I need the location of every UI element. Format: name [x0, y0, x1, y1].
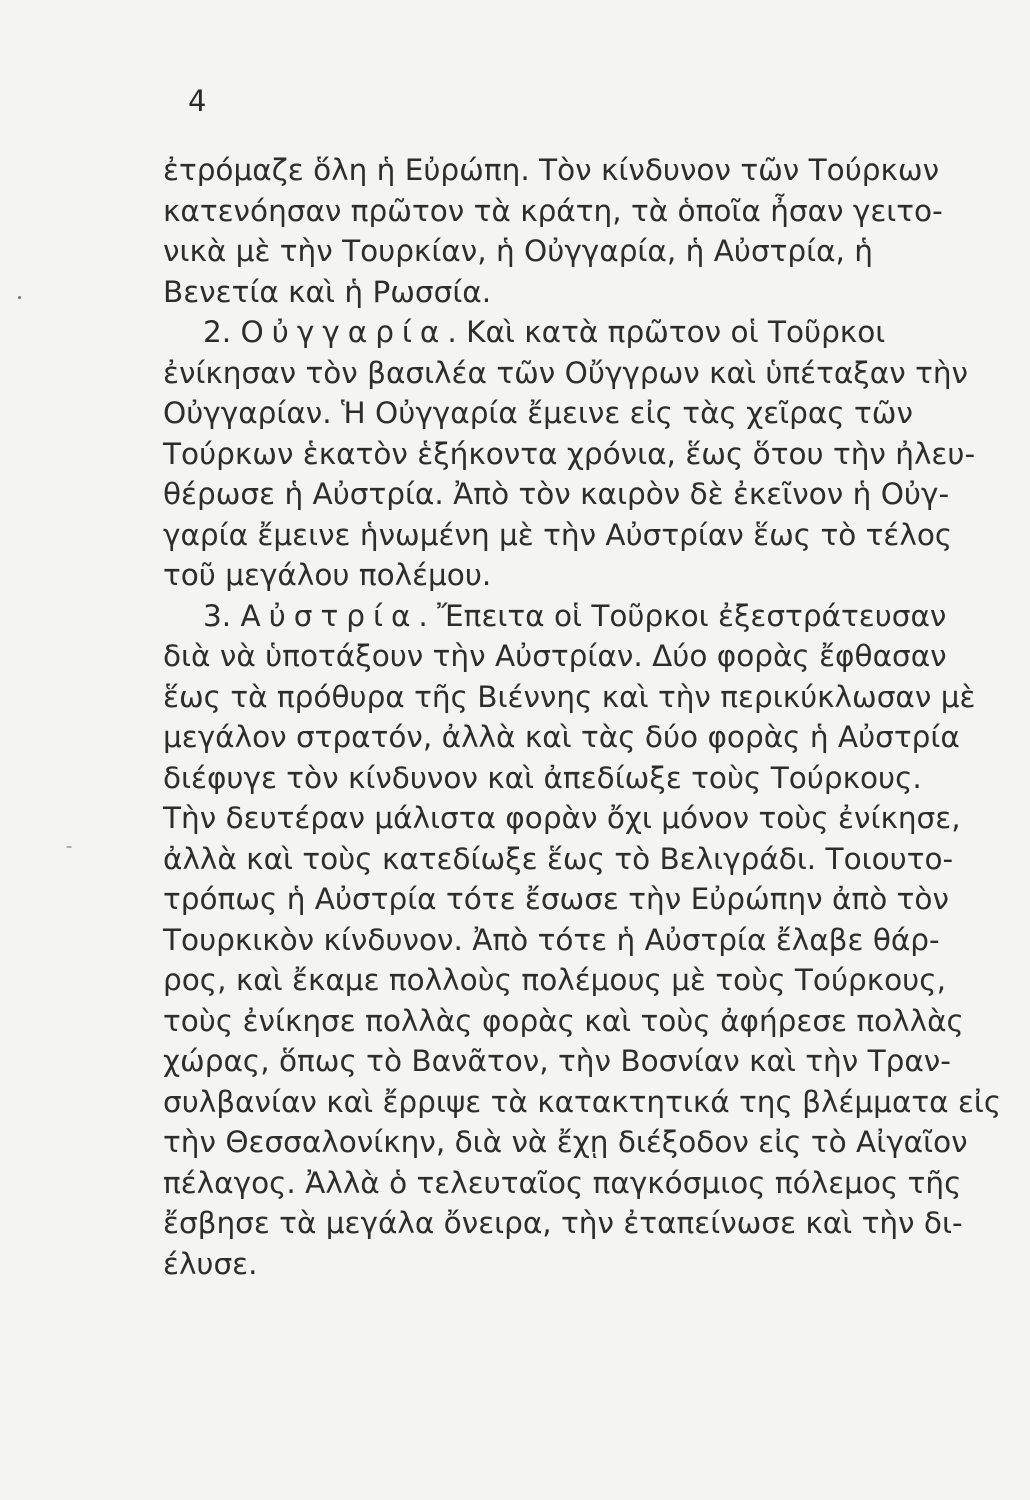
section-heading-line [163, 312, 963, 353]
text-line: ρος, καὶ ἔκαμε πολλοὺς πολέμους μὲ τοὺς Τούρκους, [163, 963, 946, 997]
text-line: ἕως τὰ πρόθυρα τῆς Βιέννης καὶ τὴν περικύκλωσαν μὲ [163, 679, 976, 714]
page-number: 4 [188, 84, 207, 118]
text-line: ἔσβησε τὰ μεγάλα ὄνειρα, τὴν ἐταπείνωσε καὶ τὴν δι- [163, 1206, 963, 1240]
section-heading-line [163, 596, 963, 637]
text-line: συλβανίαν καὶ ἔρριψε τὰ κατακτητικά της βλέμματα εἰς [163, 1084, 1002, 1119]
text-line: θέρωσε ἡ Αὐστρία. Ἀπὸ τὸν καιρὸν δὲ ἐκεῖνον ἡ Οὐγ- [163, 477, 950, 511]
text-line: ἀλλὰ καὶ τοὺς κατεδίωξε ἕως τὸ Βελιγράδι. Τοιουτο- [163, 841, 954, 876]
text-line: ἐτρόμαζε ὅλη ἡ Εὐρώπη. Τὸν κίνδυνον τῶν Τούρκων [163, 153, 940, 187]
text-line: γαρία ἔμεινε ἡνωμένη μὲ τὴν Αὐστρίαν ἕως τὸ τέλος [163, 517, 953, 552]
text-line: Τὴν δευτέραν μάλιστα φορὰν ὄχι μόνον τοὺς ἐνίκησε, [163, 801, 961, 835]
section-title: Αὐστρία [240, 598, 419, 633]
text-line: τὴν Θεσσαλονίκην, διὰ νὰ ἔχῃ διέξοδον εἰς τὸ Αἰγαῖον [163, 1125, 968, 1159]
text-line: Τούρκων ἑκατὸν ἑξήκοντα χρόνια, ἕως ὅτου τὴν ἠλευ- [163, 436, 976, 471]
paper-speck [66, 846, 72, 848]
section-title: Οὐγγαρία [240, 315, 448, 349]
text-line: έλυσε. [163, 1246, 258, 1281]
text-line: τοῦ μεγάλου πολέμου. [163, 558, 492, 592]
paper-speck [18, 296, 21, 299]
text-line: νικὰ μὲ τὴν Τουρκίαν, ἡ Οὐγγαρία, ἡ Αὐστρία, ἡ [163, 234, 874, 268]
section-number: 2. [203, 315, 232, 349]
section-line-text: . Ἔπειτα οἱ Τοῦρκοι ἐξεστράτευσαν [418, 598, 947, 633]
text-line: χώρας, ὅπως τὸ Βανᾶτον, τὴν Βοσνίαν καὶ τὴν Τραν- [163, 1044, 951, 1078]
body-text [163, 150, 1002, 1284]
text-line: μεγάλον στρατόν, ἀλλὰ καὶ τὰς δύο φορὰς ἡ Αὐστρία [163, 720, 960, 754]
text-line: τρόπως ἡ Αὐστρία τότε ἔσωσε τὴν Εὐρώπην ἀπὸ τὸν [163, 882, 949, 916]
text-line: πέλαγος. Ἀλλὰ ὁ τελευταῖος παγκόσμιος πόλεμος τῆς [163, 1165, 962, 1200]
text-line: Οὐγγαρίαν. Ἡ Οὐγγαρία ἔμεινε εἰς τὰς χεῖρας τῶν [163, 396, 913, 430]
text-line: διὰ νὰ ὑποτάξουν τὴν Αὐστρίαν. Δύο φορὰς ἔφθασαν [163, 639, 947, 673]
text-line: Βενετία καὶ ἡ Ρωσσία. [163, 274, 492, 309]
text-line: ἐνίκησαν τὸν βασιλέα τῶν Οὔγγρων καὶ ὑπέταξαν τὴν [163, 355, 968, 390]
text-line: Τουρκικὸν κίνδυνον. Ἀπὸ τότε ἡ Αὐστρία ἔλαβε θάρ- [163, 922, 940, 957]
text-line: κατενόησαν πρῶτον τὰ κράτη, τὰ ὁποῖα ἦσαν γειτο- [163, 193, 943, 228]
section-number: 3. [203, 598, 232, 633]
text-line: τοὺς ἐνίκησε πολλὰς φορὰς καὶ τοὺς ἀφήρεσε πολλὰς [163, 1003, 964, 1038]
section-line-text: . Καὶ κατὰ πρῶτον οἱ Τοῦρκοι [447, 315, 886, 349]
text-line: διέφυγε τὸν κίνδυνον καὶ ἀπεδίωξε τοὺς Τούρκους. [163, 760, 922, 795]
